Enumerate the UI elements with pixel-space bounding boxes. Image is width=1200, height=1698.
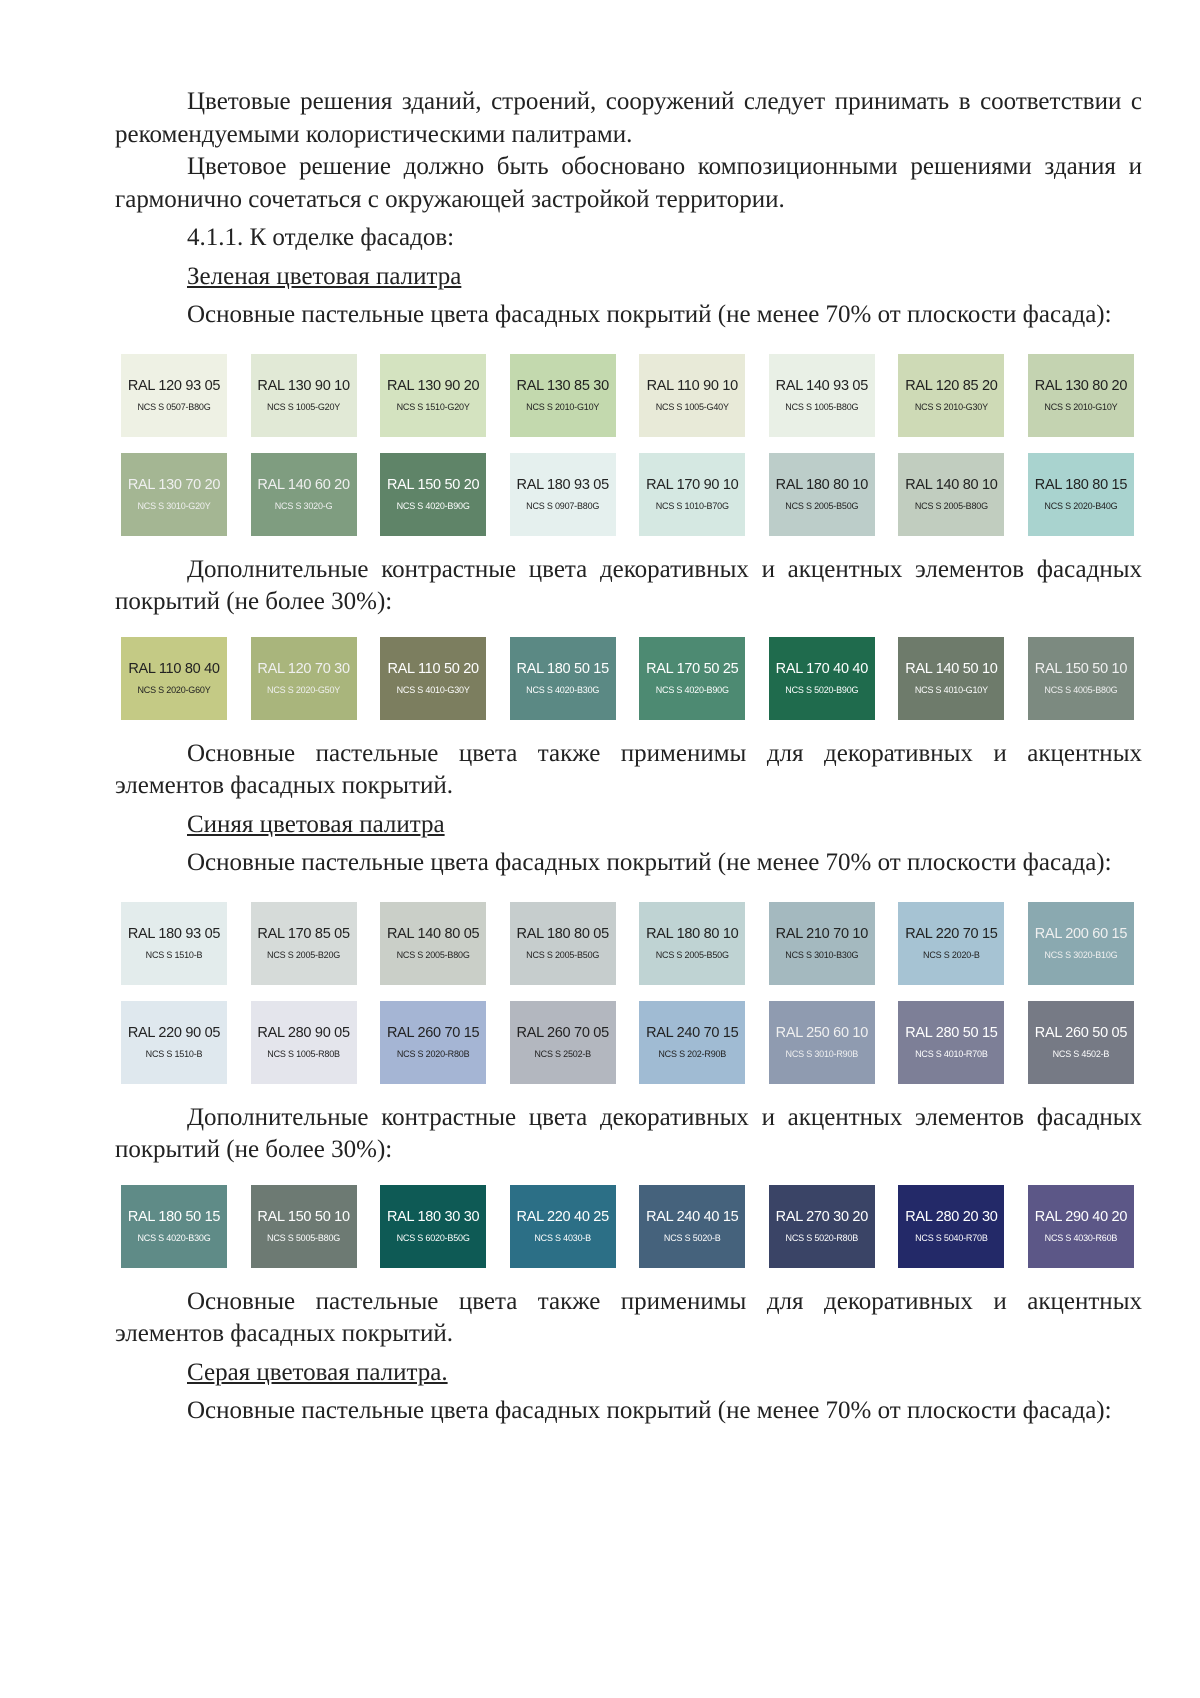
blue-main-row-1 bbox=[121, 902, 1134, 985]
ral-code: RAL 210 70 10 bbox=[775, 926, 868, 942]
ral-code: RAL 130 80 20 bbox=[1034, 378, 1128, 394]
ncs-code: NCS S 3010-R90B bbox=[785, 1049, 859, 1059]
color-swatch bbox=[898, 1001, 1004, 1084]
color-swatch bbox=[121, 354, 227, 437]
ncs-code: NCS S 4030-B bbox=[534, 1233, 591, 1243]
ncs-code: NCS S 2020-B40G bbox=[1044, 501, 1118, 511]
ral-code: RAL 180 30 30 bbox=[386, 1209, 480, 1225]
ral-code: RAL 120 85 20 bbox=[905, 378, 998, 394]
ncs-code: NCS S 2005-B20G bbox=[267, 950, 341, 960]
green-main-text: Основные пастельные цвета фасадных покрытий (не менее 70% от плоскости фасада): bbox=[187, 301, 1112, 328]
color-swatch bbox=[251, 1185, 357, 1268]
ncs-code: NCS S 4010-G30Y bbox=[396, 685, 470, 695]
ncs-code: NCS S 2010-G30Y bbox=[914, 402, 988, 412]
ncs-code: NCS S 1010-B70G bbox=[655, 501, 729, 511]
ncs-code: NCS S 1005-G40Y bbox=[655, 402, 729, 412]
color-swatch bbox=[639, 453, 745, 536]
ral-code: RAL 140 93 05 bbox=[775, 378, 868, 394]
ncs-code: NCS S 1510-G20Y bbox=[396, 402, 470, 412]
color-swatch bbox=[510, 1185, 616, 1268]
color-swatch bbox=[769, 637, 875, 720]
document-page bbox=[115, 86, 1142, 1428]
color-swatch bbox=[898, 637, 1004, 720]
blue-palette-heading: Синяя цветовая палитра bbox=[187, 810, 445, 838]
ral-code: RAL 180 80 05 bbox=[516, 926, 609, 942]
ral-code: RAL 170 90 10 bbox=[646, 477, 739, 493]
color-swatch bbox=[510, 637, 616, 720]
ral-code: RAL 180 93 05 bbox=[516, 477, 609, 493]
green-main-row-1 bbox=[121, 354, 1134, 437]
color-swatch bbox=[380, 637, 486, 720]
color-swatch bbox=[380, 354, 486, 437]
ral-code: RAL 140 50 10 bbox=[905, 661, 998, 677]
color-swatch bbox=[898, 354, 1004, 437]
ncs-code: NCS S 1005-R80B bbox=[267, 1049, 340, 1059]
ral-code: RAL 240 40 15 bbox=[646, 1209, 739, 1225]
color-swatch bbox=[121, 637, 227, 720]
ral-code: RAL 110 50 20 bbox=[387, 661, 479, 677]
color-swatch bbox=[121, 902, 227, 985]
ncs-code: NCS S 2020-G50Y bbox=[267, 685, 341, 695]
ral-code: RAL 140 80 10 bbox=[905, 477, 998, 493]
green-note: Основные пастельные цвета также применимы для декоративных и акцентных элементов фасадных покрытий. bbox=[115, 739, 1142, 799]
intro-paragraph-1: Цветовые решения зданий, строений, сооружений следует принимать в соответствии с рекомендуемыми колористическими палитрами. bbox=[115, 88, 1142, 148]
color-swatch bbox=[639, 1185, 745, 1268]
ncs-code: NCS S 2020-B bbox=[923, 950, 980, 960]
ral-code: RAL 220 70 15 bbox=[905, 926, 998, 942]
color-swatch bbox=[898, 453, 1004, 536]
ncs-code: NCS S 3010-G20Y bbox=[137, 501, 211, 511]
ral-code: RAL 270 30 20 bbox=[775, 1209, 868, 1225]
blue-main-row-2 bbox=[121, 1001, 1134, 1084]
color-swatch bbox=[251, 354, 357, 437]
color-swatch bbox=[769, 902, 875, 985]
ncs-code: NCS S 4010-R70B bbox=[915, 1049, 988, 1059]
color-swatch bbox=[639, 354, 745, 437]
color-swatch bbox=[380, 453, 486, 536]
ral-code: RAL 180 93 05 bbox=[127, 926, 221, 942]
ncs-code: NCS S 4020-B90G bbox=[655, 685, 729, 695]
ncs-code: NCS S 2005-B50G bbox=[655, 950, 729, 960]
ral-code: RAL 260 50 05 bbox=[1034, 1025, 1128, 1041]
ral-code: RAL 180 80 10 bbox=[646, 926, 739, 942]
blue-note: Основные пастельные цвета также применимы для декоративных и акцентных элементов фасадных покрытий. bbox=[115, 1287, 1142, 1347]
intro-paragraph-2: Цветовое решение должно быть обосновано композиционными решениями здания и гармонично сочетаться с окружающей застройкой территории. bbox=[115, 153, 1142, 213]
green-extra-text: Дополнительные контрастные цвета декоративных и акцентных элементов фасадных покрытий (не более 30%): bbox=[115, 555, 1142, 615]
ncs-code: NCS S 5005-B80G bbox=[267, 1233, 341, 1243]
ral-code: RAL 280 50 15 bbox=[905, 1025, 998, 1041]
color-swatch bbox=[1028, 1185, 1134, 1268]
ncs-code: NCS S 3020-G bbox=[274, 501, 333, 511]
ncs-code: NCS S 2005-B80G bbox=[396, 950, 470, 960]
ncs-code: NCS S 5020-R80B bbox=[785, 1233, 859, 1243]
ral-code: RAL 170 40 40 bbox=[775, 661, 868, 677]
ral-code: RAL 170 85 05 bbox=[257, 926, 350, 942]
ral-code: RAL 220 90 05 bbox=[127, 1025, 221, 1041]
ral-code: RAL 140 60 20 bbox=[257, 477, 350, 493]
color-swatch bbox=[1028, 1001, 1134, 1084]
ncs-code: NCS S 6020-B50G bbox=[396, 1233, 470, 1243]
ncs-code: NCS S 3020-B10G bbox=[1044, 950, 1118, 960]
ncs-code: NCS S 1005-G20Y bbox=[267, 402, 341, 412]
ral-code: RAL 260 70 05 bbox=[516, 1025, 609, 1041]
color-swatch bbox=[769, 453, 875, 536]
ral-code: RAL 150 50 10 bbox=[1034, 661, 1128, 677]
color-swatch bbox=[1028, 902, 1134, 985]
ral-code: RAL 180 50 15 bbox=[127, 1209, 221, 1225]
ral-code: RAL 120 93 05 bbox=[127, 378, 221, 394]
color-swatch bbox=[121, 1185, 227, 1268]
ncs-code: NCS S 4020-B30G bbox=[137, 1233, 211, 1243]
color-swatch bbox=[510, 1001, 616, 1084]
ncs-code: NCS S 4020-B30G bbox=[526, 685, 600, 695]
ncs-code: NCS S 202-R90B bbox=[658, 1049, 727, 1059]
blue-extra-text: Дополнительные контрастные цвета декоративных и акцентных элементов фасадных покрытий (не более 30%): bbox=[115, 1103, 1142, 1163]
ral-code: RAL 180 80 15 bbox=[1034, 477, 1128, 493]
ral-code: RAL 110 80 40 bbox=[128, 661, 220, 677]
ncs-code: NCS S 3010-B30G bbox=[785, 950, 859, 960]
section-title: 4.1.1. К отделке фасадов: bbox=[187, 224, 455, 251]
color-swatch bbox=[769, 1001, 875, 1084]
ral-code: RAL 140 80 05 bbox=[386, 926, 480, 942]
ncs-code: NCS S 4502-B bbox=[1052, 1049, 1110, 1059]
ncs-code: NCS S 2020-G60Y bbox=[137, 685, 211, 695]
ncs-code: NCS S 1510-B bbox=[145, 1049, 203, 1059]
ral-code: RAL 250 60 10 bbox=[775, 1025, 868, 1041]
color-swatch bbox=[639, 1001, 745, 1084]
ncs-code: NCS S 5040-R70B bbox=[915, 1233, 988, 1243]
ral-code: RAL 280 90 05 bbox=[257, 1025, 350, 1041]
ral-code: RAL 130 90 10 bbox=[257, 378, 350, 394]
color-swatch bbox=[251, 453, 357, 536]
ncs-code: NCS S 2005-B80G bbox=[914, 501, 988, 511]
ncs-code: NCS S 5020-B90G bbox=[785, 685, 859, 695]
color-swatch bbox=[769, 354, 875, 437]
ral-code: RAL 240 70 15 bbox=[646, 1025, 739, 1041]
ncs-code: NCS S 0507-B80G bbox=[137, 402, 211, 412]
color-swatch bbox=[380, 1001, 486, 1084]
green-main-row-2 bbox=[121, 453, 1134, 536]
ncs-code: NCS S 5020-B bbox=[663, 1233, 721, 1243]
color-swatch bbox=[510, 354, 616, 437]
ncs-code: NCS S 0907-B80G bbox=[526, 501, 600, 511]
ncs-code: NCS S 2005-B50G bbox=[526, 950, 600, 960]
blue-extra-row bbox=[121, 1185, 1134, 1268]
ral-code: RAL 150 50 10 bbox=[257, 1209, 350, 1225]
ncs-code: NCS S 4030-R60B bbox=[1044, 1233, 1118, 1243]
ral-code: RAL 220 40 25 bbox=[516, 1209, 609, 1225]
color-swatch bbox=[639, 637, 745, 720]
ral-code: RAL 180 50 15 bbox=[516, 661, 609, 677]
ncs-code: NCS S 2010-G10Y bbox=[1044, 402, 1118, 412]
ral-code: RAL 280 20 30 bbox=[905, 1209, 998, 1225]
ral-code: RAL 110 90 10 bbox=[646, 378, 738, 394]
ncs-code: NCS S 2502-B bbox=[534, 1049, 591, 1059]
color-swatch bbox=[251, 902, 357, 985]
ral-code: RAL 130 90 20 bbox=[386, 378, 480, 394]
ral-code: RAL 120 70 30 bbox=[257, 661, 350, 677]
ncs-code: NCS S 2010-G10Y bbox=[526, 402, 600, 412]
color-swatch bbox=[639, 902, 745, 985]
ncs-code: NCS S 4020-B90G bbox=[396, 501, 470, 511]
color-swatch bbox=[769, 1185, 875, 1268]
ral-code: RAL 260 70 15 bbox=[386, 1025, 480, 1041]
color-swatch bbox=[898, 1185, 1004, 1268]
color-swatch bbox=[510, 902, 616, 985]
color-swatch bbox=[380, 902, 486, 985]
blue-main-text: Основные пастельные цвета фасадных покрытий (не менее 70% от плоскости фасада): bbox=[187, 849, 1112, 876]
gray-palette-heading: Серая цветовая палитра. bbox=[187, 1358, 448, 1386]
color-swatch bbox=[121, 453, 227, 536]
green-extra-row bbox=[121, 637, 1134, 720]
color-swatch bbox=[1028, 453, 1134, 536]
ral-code: RAL 180 80 10 bbox=[775, 477, 868, 493]
ral-code: RAL 150 50 20 bbox=[386, 477, 480, 493]
ncs-code: NCS S 2020-R80B bbox=[396, 1049, 470, 1059]
color-swatch bbox=[1028, 354, 1134, 437]
color-swatch bbox=[121, 1001, 227, 1084]
color-swatch bbox=[251, 637, 357, 720]
ral-code: RAL 130 70 20 bbox=[127, 477, 221, 493]
ncs-code: NCS S 4005-B80G bbox=[1044, 685, 1118, 695]
color-swatch bbox=[898, 902, 1004, 985]
ncs-code: NCS S 1510-B bbox=[145, 950, 203, 960]
ral-code: RAL 290 40 20 bbox=[1034, 1209, 1128, 1225]
color-swatch bbox=[510, 453, 616, 536]
color-swatch bbox=[251, 1001, 357, 1084]
gray-main-text: Основные пастельные цвета фасадных покрытий (не менее 70% от плоскости фасада): bbox=[187, 1397, 1112, 1424]
color-swatch bbox=[1028, 637, 1134, 720]
ral-code: RAL 170 50 25 bbox=[646, 661, 739, 677]
ncs-code: NCS S 2005-B50G bbox=[785, 501, 859, 511]
ral-code: RAL 130 85 30 bbox=[516, 378, 609, 394]
ncs-code: NCS S 4010-G10Y bbox=[914, 685, 988, 695]
ncs-code: NCS S 1005-B80G bbox=[785, 402, 859, 412]
color-swatch bbox=[380, 1185, 486, 1268]
ral-code: RAL 200 60 15 bbox=[1034, 926, 1128, 942]
green-palette-heading: Зеленая цветовая палитра bbox=[187, 262, 462, 290]
